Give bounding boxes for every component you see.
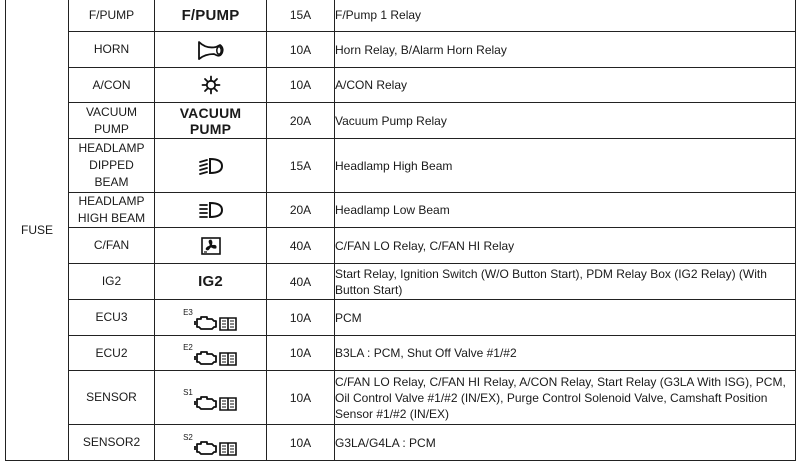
table-row — [6, 139, 796, 193]
engine-manual-icon — [194, 439, 238, 457]
fuse-amperage: 10A — [267, 336, 335, 371]
fuse-description: Headlamp High Beam — [335, 139, 796, 193]
fuse-symbol — [155, 300, 267, 336]
fuse-name — [69, 103, 155, 139]
fuse-amperage: 10A — [267, 32, 335, 68]
fuse-amperage: 20A — [267, 193, 335, 228]
table-row — [6, 193, 796, 228]
table-row — [6, 68, 796, 103]
fuse-description: Vacuum Pump Relay — [335, 103, 796, 139]
table-row — [6, 0, 796, 32]
table-row — [6, 264, 796, 300]
fuse-symbol — [155, 193, 267, 228]
ecu-symbol — [183, 387, 238, 412]
fuse-description: C/FAN LO Relay, C/FAN HI Relay — [335, 228, 796, 264]
fuse-name: SENSOR — [69, 371, 155, 425]
fuse-name — [69, 193, 155, 228]
engine-manual-icon — [194, 394, 238, 412]
fuse-name — [69, 139, 155, 193]
fuse-description: C/FAN LO Relay, C/FAN HI Relay, A/CON Relay, Start Relay (G3LA With ISG), PCM, Oil Control Valve #1/#2 (IN/EX), Purge Control Solenoid Valve, Camshaft Position Sensor #1/#2 (IN/EX) — [335, 371, 796, 425]
fuse-name: HORN — [69, 32, 155, 68]
fuse-amperage: 40A — [267, 228, 335, 264]
ecu-symbol — [183, 307, 238, 332]
fuse-description: B3LA : PCM, Shut Off Valve #1/#2 — [335, 336, 796, 371]
fuse-symbol — [155, 371, 267, 425]
fuse-description: Horn Relay, B/Alarm Horn Relay — [335, 32, 796, 68]
table-row — [6, 336, 796, 371]
snowflake-icon — [201, 75, 221, 95]
table-row — [6, 103, 796, 139]
fuse-name: SENSOR2 — [69, 425, 155, 461]
symbol-code: E3 — [183, 307, 193, 317]
fuse-amperage: 15A — [267, 0, 335, 32]
fuse-amperage: 10A — [267, 300, 335, 336]
fuse-symbol — [155, 0, 267, 32]
dipped-beam-icon — [198, 157, 224, 175]
fuse-name-text: VACUUM PUMP — [85, 104, 138, 136]
fuse-amperage: 20A — [267, 103, 335, 139]
symbol-text: VACUUM PUMP — [179, 104, 242, 137]
fuse-description: F/Pump 1 Relay — [335, 0, 796, 32]
symbol-code: S1 — [183, 387, 193, 397]
fuse-name-text: HEADLAMP DIPPED BEAM — [78, 141, 145, 189]
high-beam-icon — [198, 201, 224, 219]
fuse-symbol — [155, 68, 267, 103]
symbol-code: E2 — [183, 343, 193, 352]
fuse-description: Start Relay, Ignition Switch (W/O Button Start), PDM Relay Box (IG2 Relay) (With Button Start) — [335, 264, 796, 300]
table-row — [6, 300, 796, 336]
fuse-description: A/CON Relay — [335, 68, 796, 103]
symbol-code: S2 — [183, 432, 193, 442]
fuse-name: IG2 — [69, 264, 155, 300]
fuse-symbol — [155, 228, 267, 264]
fuse-description: PCM — [335, 300, 796, 336]
fuse-table — [5, 0, 796, 461]
horn-icon — [196, 39, 226, 61]
table-row — [6, 32, 796, 68]
symbol-text: IG2 — [198, 273, 223, 290]
table-row — [6, 425, 796, 461]
fuse-amperage: 40A — [267, 264, 335, 300]
fuse-name: ECU3 — [69, 300, 155, 336]
fuse-symbol — [155, 139, 267, 193]
fuse-description: Headlamp Low Beam — [335, 193, 796, 228]
fuse-name: ECU2 — [69, 336, 155, 371]
fuse-symbol — [155, 264, 267, 300]
engine-manual-icon — [194, 314, 238, 332]
symbol-text: F/PUMP — [181, 6, 240, 24]
table-row — [6, 371, 796, 425]
fuse-symbol — [155, 336, 267, 371]
fuse-amperage: 10A — [267, 425, 335, 461]
fuse-name: C/FAN — [69, 228, 155, 264]
fuse-name: F/PUMP — [69, 0, 155, 32]
fuse-description: G3LA/G4LA : PCM — [335, 425, 796, 461]
fuse-amperage: 10A — [267, 371, 335, 425]
table-row — [6, 228, 796, 264]
fuse-name: A/CON — [69, 68, 155, 103]
fuse-name-text: HEADLAMP HIGH BEAM — [77, 194, 146, 225]
fuse-symbol — [155, 103, 267, 139]
ecu-symbol — [183, 343, 238, 367]
ecu-symbol — [183, 432, 238, 457]
fuse-amperage: 10A — [267, 68, 335, 103]
group-label: FUSE — [6, 0, 69, 461]
fuse-symbol — [155, 32, 267, 68]
fuse-symbol — [155, 425, 267, 461]
cooling-fan-icon — [200, 236, 222, 256]
engine-manual-icon — [194, 349, 238, 367]
fuse-amperage: 15A — [267, 139, 335, 193]
